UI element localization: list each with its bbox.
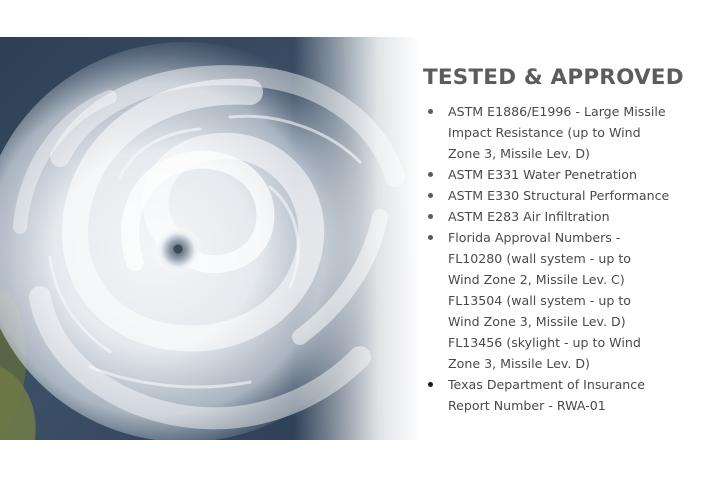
item-line: Report Number - RWA-01	[448, 398, 606, 413]
item-line: ASTM E330 Structural Performance	[448, 188, 670, 203]
list-item-astm-e283	[423, 206, 708, 227]
list-item-texas-insurance	[423, 374, 708, 416]
item-line: FL13504 (wall system - up to	[448, 293, 631, 308]
item-line: Florida Approval Numbers -	[448, 230, 621, 245]
section-heading: TESTED & APPROVED	[423, 65, 684, 90]
item-line: ASTM E331 Water Penetration	[448, 167, 637, 182]
item-line: ASTM E1886/E1996 - Large Missile	[448, 104, 666, 119]
list-item-astm-e1886	[423, 101, 708, 164]
item-line: FL10280 (wall system - up to	[448, 251, 631, 266]
item-line: Impact Resistance (up to Wind	[448, 125, 641, 140]
item-line: ASTM E283 Air Infiltration	[448, 209, 610, 224]
item-line: Texas Department of Insurance	[448, 377, 645, 392]
item-line: Wind Zone 2, Missile Lev. C)	[448, 272, 625, 287]
hero-banner	[0, 37, 715, 440]
item-line: FL13456 (skylight - up to Wind	[448, 335, 641, 350]
hurricane-satellite-image	[0, 37, 420, 440]
item-line: Zone 3, Missile Lev. D)	[448, 356, 590, 371]
approvals-panel	[423, 65, 708, 416]
list-item-florida-approval	[423, 227, 708, 374]
item-line: Zone 3, Missile Lev. D)	[448, 146, 590, 161]
approvals-list	[423, 101, 708, 416]
list-item-astm-e330	[423, 185, 708, 206]
list-item-astm-e331	[423, 164, 708, 185]
item-line: Wind Zone 3, Missile Lev. D)	[448, 314, 626, 329]
